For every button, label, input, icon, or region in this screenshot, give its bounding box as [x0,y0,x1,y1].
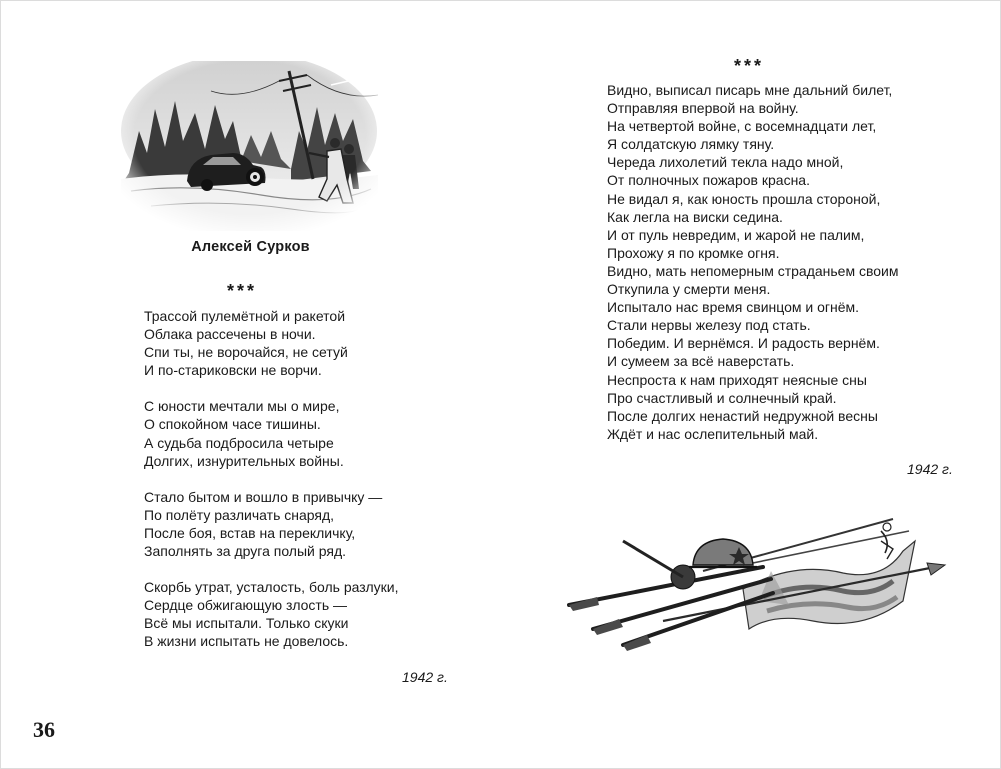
poem-line: Как легла на виски седина. [607,208,783,225]
section-stars: *** [227,281,258,301]
poem-line: Стало бытом и вошло в привычку — [144,488,383,505]
poem-line: И от пуль невредим, и жарой не палим, [607,226,865,243]
poem-line: Прохожу я по кромке огня. [607,244,780,261]
poem-line: После боя, встав на перекличку, [144,524,356,541]
author-name: Алексей Сурков [191,239,310,255]
poem-year: 1942 г. [402,669,448,685]
poem-line: После долгих ненастий недружной весны [607,407,878,424]
poem-line: Облака рассечены в ночи. [144,326,316,343]
poem-line: Спи ты, не ворочайся, не сетуй [144,344,348,361]
poem-line: Ждёт и нас ослепительный май. [607,425,819,442]
poem-line: Стали нервы железу под стать. [607,317,811,334]
poem-year: 1942 г. [907,461,953,477]
weapons-and-banner-illustration-icon [563,501,953,661]
poem-line: Победим. И вернёмся. И радость вернём. [607,335,880,352]
poem-line: От полночных пожаров красна. [607,172,810,189]
section-stars: *** [734,56,765,76]
poem-line: Видно, выписал писарь мне дальний билет, [607,82,893,98]
poem-line: И сумеем за всё наверстать. [607,353,795,370]
poem-line: Испытало нас время свинцом и огнём. [607,299,860,316]
poem-line: Не видал я, как юность прошла стороной, [607,190,881,207]
stanza [144,397,399,469]
poem-line: Видно, мать непомерным страданьем своим [607,262,899,279]
page-number: 36 [33,717,55,742]
poem-line: Отправляя впервой на войну. [607,100,799,117]
stanza [144,307,399,379]
poem-line: Неспроста к нам приходят неясные сны [607,371,867,388]
poem-line: Я солдатскую лямку тяну. [607,136,775,153]
poem-line: На четвертой войне, с восемнадцати лет, [607,118,877,135]
war-scene-illustration-icon [121,61,378,231]
poem-line: Сердце обжигающую злость — [144,597,348,614]
poem-line: Череда лихолетий текла надо мной, [607,154,844,171]
poem-line: Откупила у смерти меня. [607,281,771,298]
poem-line: И по-стариковски не ворчи. [144,362,322,379]
poem-line: Про счастливый и солнечный край. [607,389,837,406]
poem-line: Всё мы испытали. Только скуки [144,615,349,632]
poem-line: Заполнять за друга полый ряд. [144,543,347,560]
stanza [144,488,399,560]
poem-line: А судьба подбросила четыре [144,434,334,451]
poem-right [607,81,899,443]
poem-line: С юности мечтали мы о мире, [144,398,340,415]
poem-line: Скорбь утрат, усталость, боль разлуки, [144,579,399,596]
poem-line: Трассой пулемётной и ракетой [144,308,346,324]
poem-line: По полёту различать снаряд, [144,506,335,523]
poem-line: Долгих, изнурительных войны. [144,452,344,469]
poem-line: О спокойном часе тишины. [144,416,321,433]
poem-line: В жизни испытать не довелось. [144,633,349,650]
poem-left [144,307,399,651]
stanza [144,578,399,650]
